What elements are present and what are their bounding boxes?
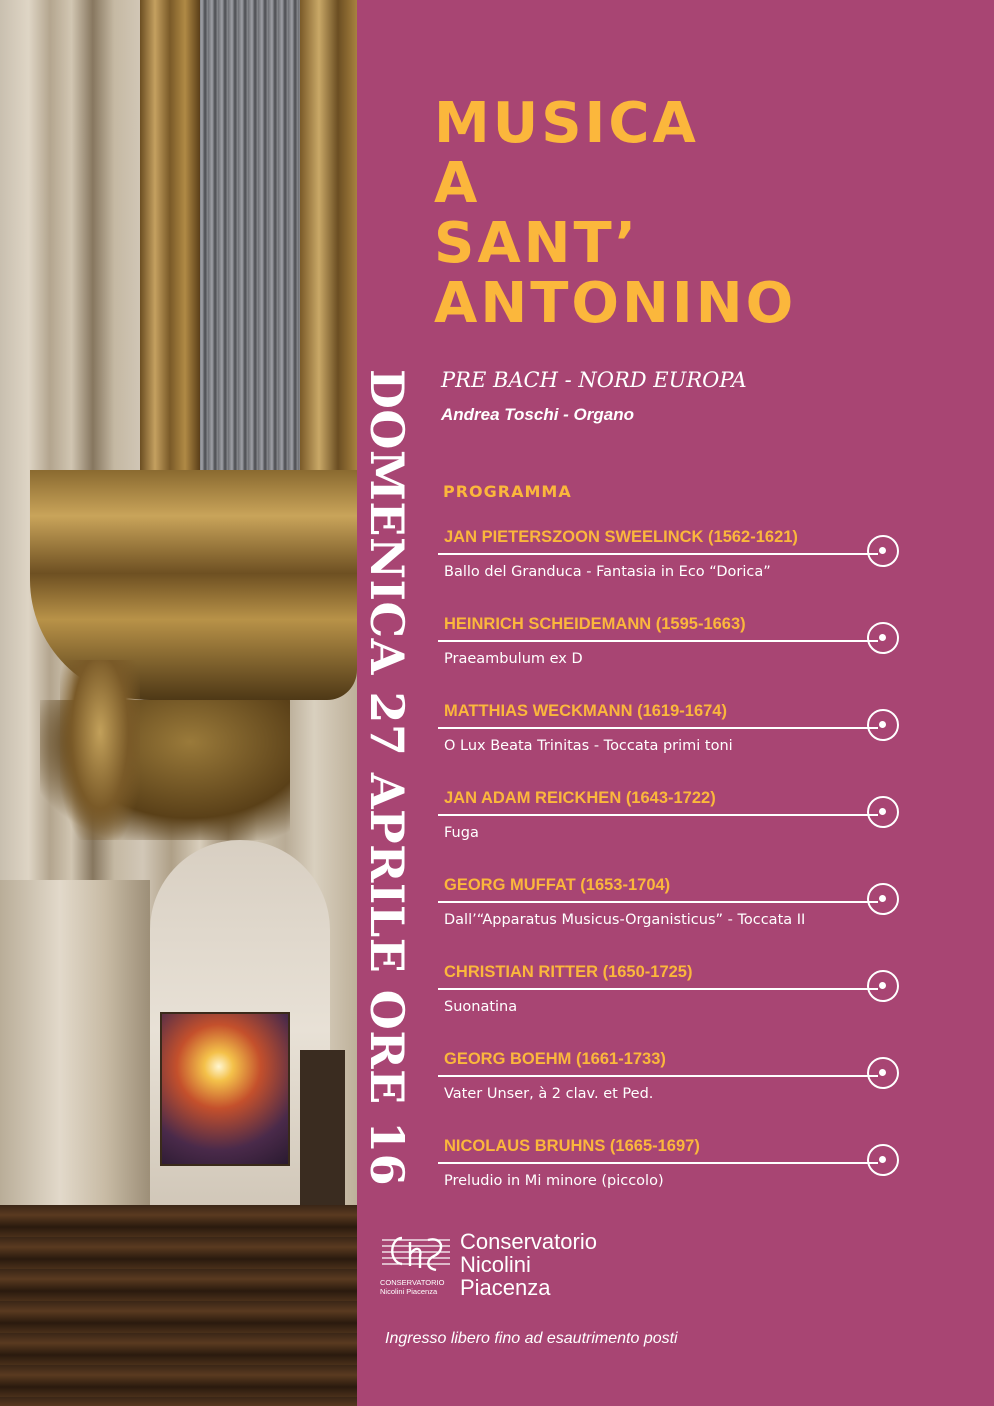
composer-name: HEINRICH SCHEIDEMANN (1595-1663) <box>444 615 746 633</box>
target-circle-icon <box>867 970 899 1002</box>
composer-name: GEORG BOEHM (1661-1733) <box>444 1050 666 1068</box>
title-line: ANTONINO <box>434 271 797 336</box>
work-title: Dall’“Apparatus Musicus-Organisticus” - Toccata II <box>444 912 806 928</box>
organ-photo <box>0 0 357 1406</box>
logo-small-text <box>380 1278 444 1296</box>
program-item <box>438 702 908 782</box>
title-line: MUSICA <box>434 91 699 156</box>
composer-name: JAN PIETERSZOON SWEELINCK (1562-1621) <box>444 528 798 546</box>
poster-title <box>434 91 797 336</box>
gilded-statue <box>60 660 140 840</box>
logo-name <box>460 1230 597 1299</box>
divider-line <box>438 1162 878 1164</box>
gilded-cornice-right <box>300 0 357 520</box>
logo-small-line: Nicolini Piacenza <box>380 1287 438 1296</box>
church-pews <box>0 1205 357 1406</box>
concert-subtitle: PRE BACH - NORD EUROPA <box>441 368 747 392</box>
logo-name-line: Conservatorio <box>460 1229 597 1254</box>
church-door <box>300 1050 345 1220</box>
logo-name-line: Piacenza <box>460 1275 551 1300</box>
work-title: Praeambulum ex D <box>444 651 583 667</box>
program-item <box>438 963 908 1043</box>
composer-name: JAN ADAM REICKHEN (1643-1722) <box>444 789 716 807</box>
work-title: Ballo del Granduca - Fantasia in Eco “Dorica” <box>444 564 771 580</box>
work-title: Vater Unser, à 2 clav. et Ped. <box>444 1086 654 1102</box>
title-line: SANT’ <box>434 211 640 276</box>
composer-name: MATTHIAS WECKMANN (1619-1674) <box>444 702 727 720</box>
conservatorio-logo <box>380 1229 660 1312</box>
composer-name: GEORG MUFFAT (1653-1704) <box>444 876 671 894</box>
gilded-cornice <box>140 0 200 520</box>
target-circle-icon <box>867 883 899 915</box>
target-circle-icon <box>867 622 899 654</box>
divider-line <box>438 1075 878 1077</box>
work-title: O Lux Beata Trinitas - Toccata primi toni <box>444 738 733 754</box>
target-circle-icon <box>867 796 899 828</box>
program-item <box>438 789 908 869</box>
program-heading: PROGRAMMA <box>443 482 572 501</box>
composer-name: NICOLAUS BRUHNS (1665-1697) <box>444 1137 700 1155</box>
target-circle-icon <box>867 1057 899 1089</box>
program-item <box>438 1137 908 1217</box>
event-date-vertical <box>362 369 432 1199</box>
divider-line <box>438 988 878 990</box>
program-item <box>438 876 908 956</box>
divider-line <box>438 901 878 903</box>
logo-small-line: CONSERVATORIO <box>380 1278 445 1287</box>
title-line: A <box>434 151 481 216</box>
program-item <box>438 528 908 608</box>
nativity-painting <box>160 1012 290 1166</box>
work-title: Suonatina <box>444 999 518 1015</box>
target-circle-icon <box>867 535 899 567</box>
divider-line <box>438 553 878 555</box>
event-date-text: DOMENICA 27 APRILE ORE 16 <box>360 369 414 1187</box>
composer-name: CHRISTIAN RITTER (1650-1725) <box>444 963 693 981</box>
work-title: Fuga <box>444 825 479 841</box>
target-circle-icon <box>867 1144 899 1176</box>
target-circle-icon <box>867 709 899 741</box>
divider-line <box>438 814 878 816</box>
program-item <box>438 615 908 695</box>
church-pillar <box>0 880 150 1240</box>
divider-line <box>438 640 878 642</box>
program-item <box>438 1050 908 1130</box>
admission-note: Ingresso libero fino ad esautrimento posti <box>385 1330 678 1347</box>
logo-name-line: Nicolini <box>460 1252 531 1277</box>
work-title: Preludio in Mi minore (piccolo) <box>444 1173 664 1189</box>
performer-line: Andrea Toschi - Organo <box>441 405 635 424</box>
divider-line <box>438 727 878 729</box>
